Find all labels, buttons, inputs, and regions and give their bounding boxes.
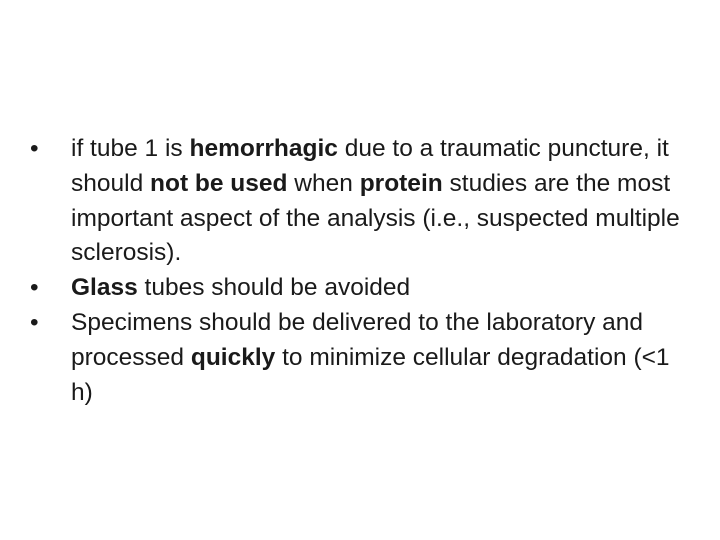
- text-run: tubes should be avoided: [137, 274, 411, 302]
- bullet-marker: •: [30, 274, 39, 302]
- bullet-marker: •: [30, 308, 39, 336]
- bullet-item: [30, 132, 680, 271]
- text-run: if tube 1 is: [71, 135, 190, 162]
- text-run: to minimize cellular degradation (<1 h): [71, 343, 670, 406]
- bullet-item: [30, 306, 680, 410]
- bullet-list: [30, 132, 680, 410]
- bullet-text: [71, 309, 670, 406]
- bold-run: protein: [359, 169, 443, 197]
- bullet-marker: •: [30, 135, 39, 162]
- text-run: when: [287, 169, 360, 197]
- bold-run: not be used: [150, 169, 288, 197]
- bullet-item: [30, 271, 680, 306]
- bullet-text: [71, 135, 680, 266]
- bold-run: Glass: [71, 274, 138, 302]
- text-run: Specimens should be delivered to the laboratory and processed: [71, 308, 644, 371]
- text-run: studies are the most important aspect of the analysis (i.e., suspected multiple sclerosis).: [71, 169, 680, 267]
- bold-run: quickly: [190, 343, 276, 371]
- text-run: due to a traumatic puncture, it should: [71, 135, 669, 197]
- bold-run: hemorrhagic: [189, 135, 338, 162]
- bullet-text: [71, 274, 410, 301]
